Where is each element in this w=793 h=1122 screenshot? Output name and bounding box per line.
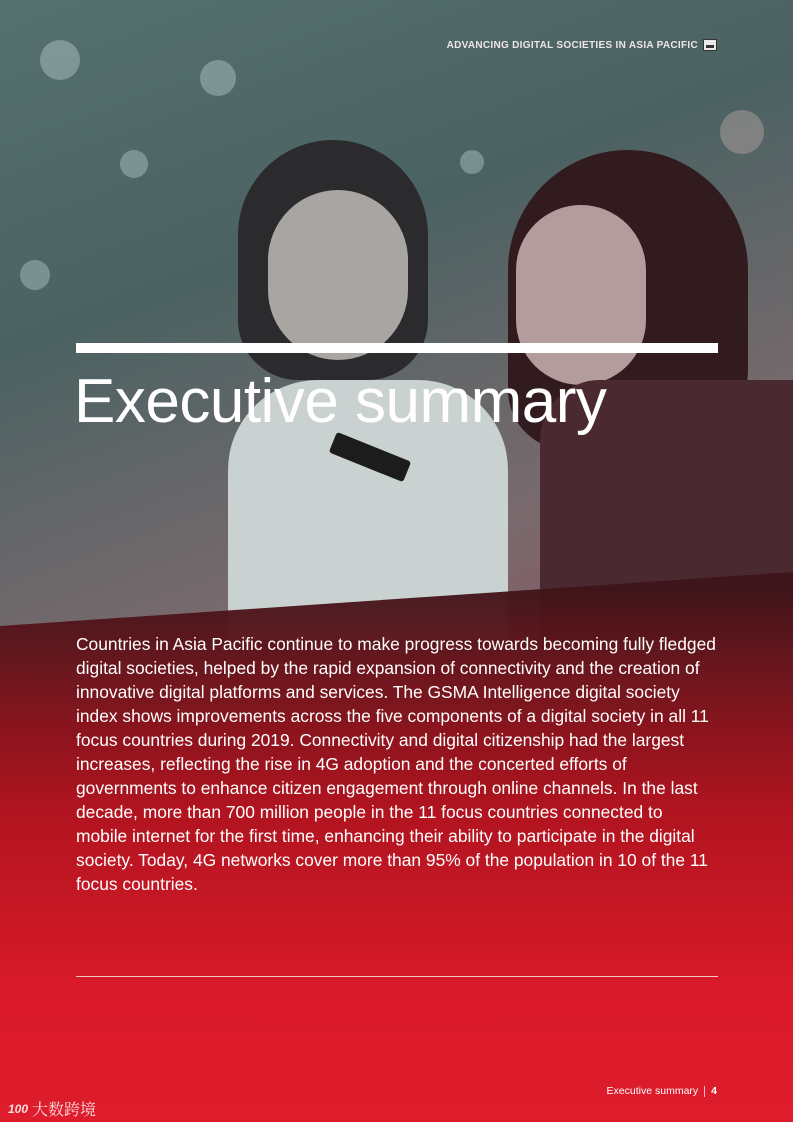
footer-section-label: Executive summary bbox=[606, 1085, 699, 1097]
title-rule bbox=[76, 343, 718, 353]
summary-paragraph: Countries in Asia Pacific continue to make progress towards becoming fully fledged digital societies, helped by the rapid expansion of connectivity and the creation of innovative digital platforms and services. The GSMA Intelligence digital society index shows improvements across the five components of a digital society in all 11 focus countries during 2019. Connectivity and digital citizenship had the largest increases, reflecting the rise in 4G adoption and the concerted efforts of governments to enhance citizen engagement through online channels. In the last decade, more than 700 million people in the 11 focus countries connected to mobile internet for the first time, enhancing their ability to participate in the digital society. Today, 4G networks cover more than 95% of the population in 10 of the 11 focus countries. bbox=[76, 634, 716, 894]
footer-separator bbox=[704, 1086, 705, 1097]
watermark-text: 大数跨境 bbox=[32, 1102, 97, 1119]
watermark-logo: 100 bbox=[8, 1101, 29, 1116]
page-title: Executive summary bbox=[74, 367, 607, 436]
section-divider bbox=[76, 976, 718, 977]
running-header: ADVANCING DIGITAL SOCIETIES IN ASIA PACIFIC bbox=[446, 40, 698, 51]
page-footer bbox=[607, 1085, 717, 1097]
watermark bbox=[8, 1097, 96, 1120]
report-icon bbox=[703, 39, 717, 51]
page-number: 4 bbox=[711, 1085, 717, 1097]
